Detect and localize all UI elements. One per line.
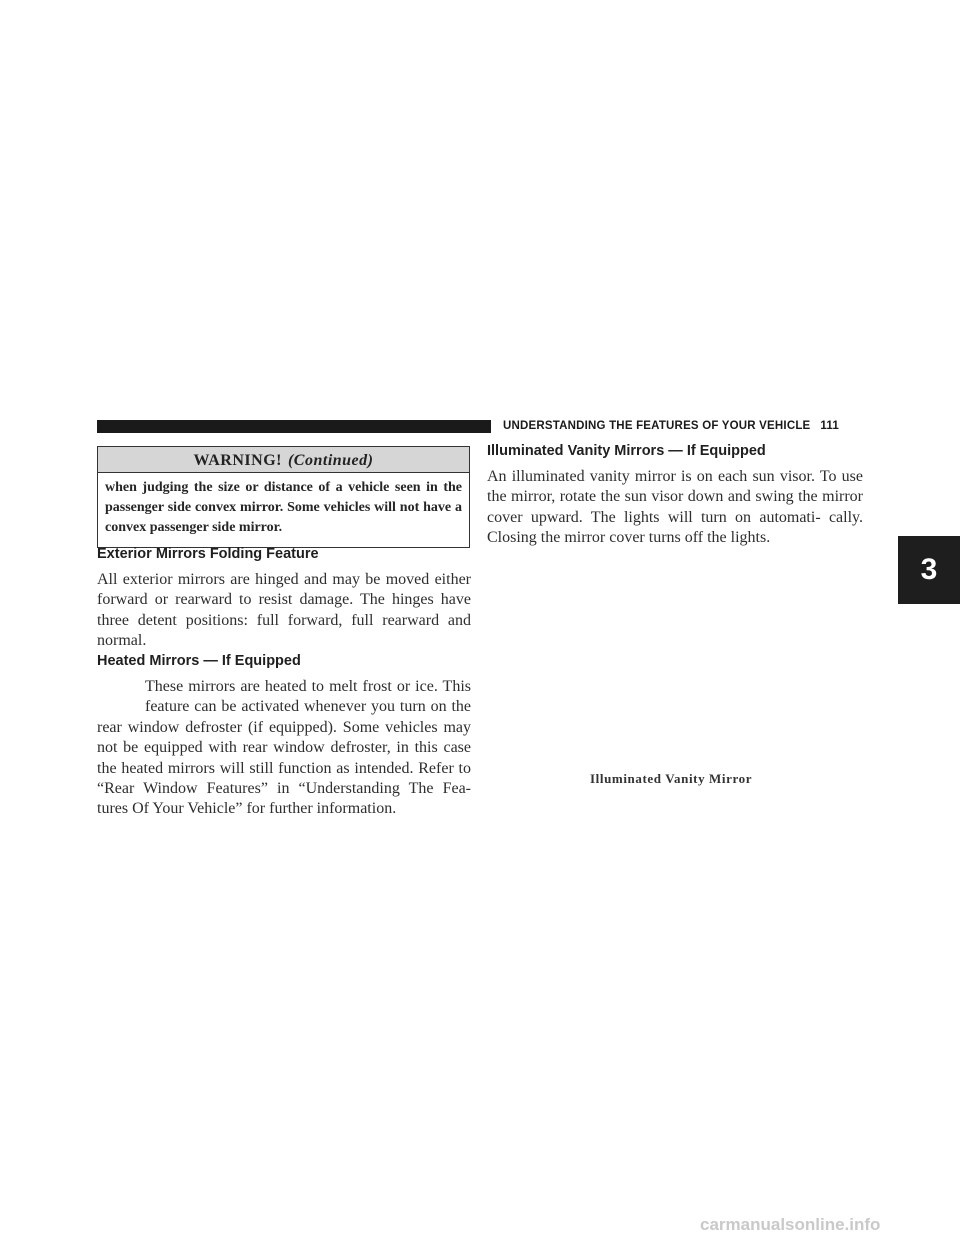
heading-heated-mirrors: Heated Mirrors — If Equipped [97,653,301,669]
watermark: carmanualsonline.info [700,1215,881,1234]
chapter-tab: 3 [898,536,960,604]
paragraph-heated-mirrors [97,677,471,820]
warning-body: when judging the size or distance of a vehicle seen in the passenger side convex mirror. Some vehicles will not have a convex passenger side mirror. [105,480,462,535]
warning-continued: (Continued) [287,452,374,469]
figure-caption: Illuminated Vanity Mirror [590,771,753,786]
heated-line-2: feature can be activated whenever you turn on the [145,698,471,716]
header-rule [97,420,491,433]
warning-title [98,447,469,473]
paragraph-vanity-mirrors: An illuminated vanity mirror is on each sun visor. To use the mirror, rotate the sun visor down and swing the mirror cover upward. The lights will turn on automati- cally. Closing the mirror cover turns off the lights. [487,468,863,547]
running-header [503,418,839,435]
paragraph-folding-feature: All exterior mirrors are hinged and may be moved either forward or rearward to resist damage. The hinges have three detent positions: full forward, full rearward and normal. [97,571,471,650]
warning-box [97,446,470,548]
heading-folding-feature: Exterior Mirrors Folding Feature [97,546,319,562]
page-number: 111 [820,420,839,432]
heading-vanity-mirrors: Illuminated Vanity Mirrors — If Equipped [487,443,766,459]
warning-label: WARNING! [193,452,282,469]
header-section-title: UNDERSTANDING THE FEATURES OF YOUR VEHICLE [503,420,811,432]
heated-line-1: These mirrors are heated to melt frost or ice. This [145,678,471,695]
heated-rest: rear window defroster (if equipped). Some vehicles may not be equipped with rear window defroster, in this case the heated mirrors will still function as intended. Refer to “Rear Window Features” in “Understanding The Fea- tures Of Your Vehicle” for further information. [97,718,471,818]
